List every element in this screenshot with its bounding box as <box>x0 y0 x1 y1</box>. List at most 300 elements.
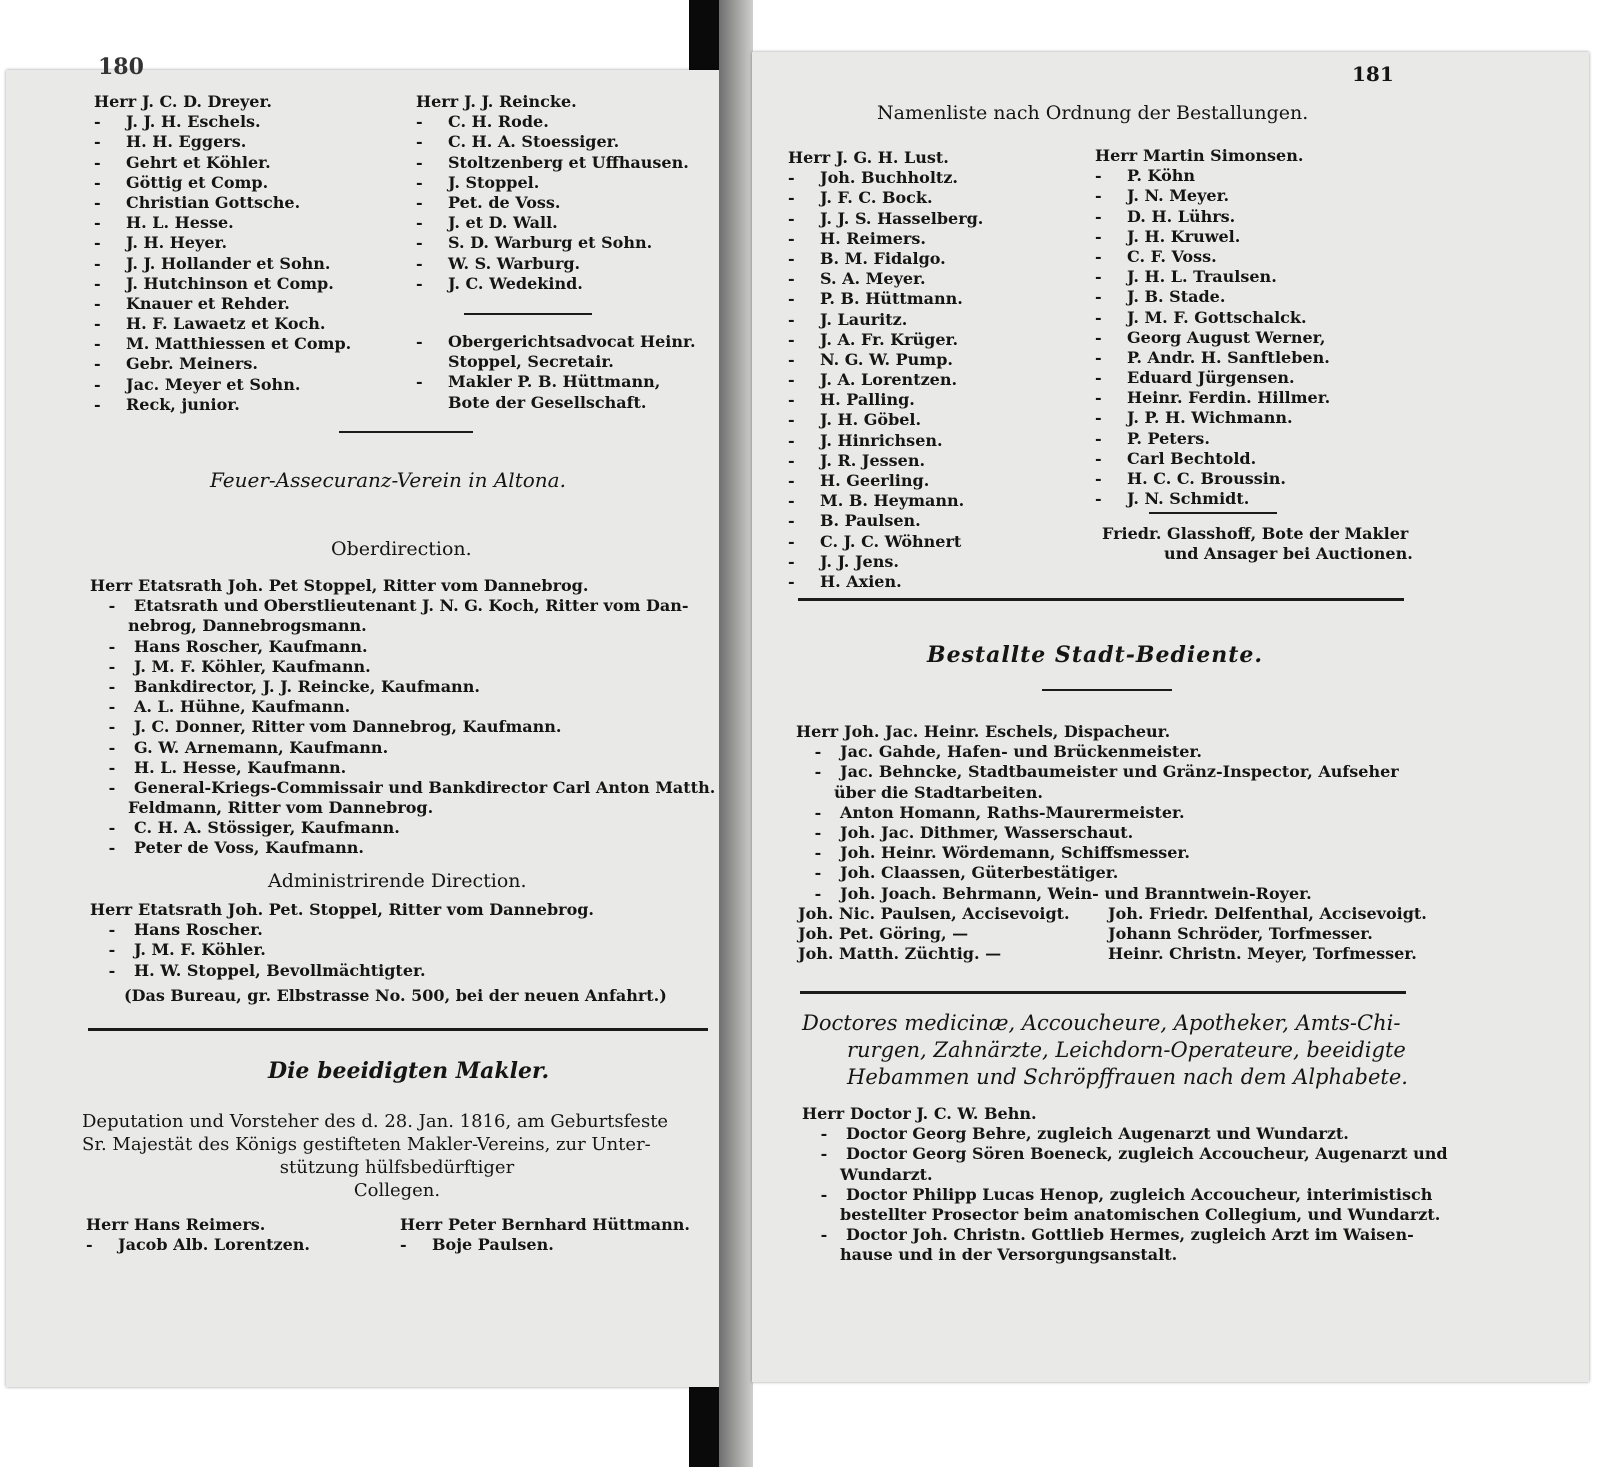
line-prefix: - <box>1095 206 1102 226</box>
line-text: J. et D. Wall. <box>448 213 558 233</box>
admin-title: Administrirende Direction. <box>268 870 527 892</box>
line-text: Gehrt et Köhler. <box>126 152 271 172</box>
list-line <box>796 863 1399 883</box>
stadt-subdivider <box>1042 689 1172 691</box>
line-prefix: - <box>416 213 423 233</box>
line-text: J. M. F. Köhler, Kaufmann. <box>134 656 371 676</box>
right-col1-list <box>788 148 983 592</box>
line-text: Bankdirector, J. J. Reincke, Kaufmann. <box>134 676 480 696</box>
list-line <box>788 451 983 471</box>
list-line <box>788 471 983 491</box>
list-line <box>1095 146 1330 166</box>
line-text: Heinr. Ferdin. Hillmer. <box>1127 388 1331 408</box>
list-line <box>802 1245 1448 1265</box>
line-text: Joh. Claassen, Güterbestätiger. <box>840 863 1119 883</box>
line-prefix: Herr <box>90 900 133 919</box>
line-text: Boje Paulsen. <box>432 1235 554 1255</box>
right-page-number: 181 <box>1352 62 1394 86</box>
list-line <box>788 330 983 350</box>
list-line <box>86 1215 310 1235</box>
bureau-note: (Das Bureau, gr. Elbstrasse No. 500, bei der neuen Anfahrt.) <box>124 986 667 1005</box>
line-prefix: - <box>788 228 795 248</box>
line-text: J. A. Lorentzen. <box>820 370 958 390</box>
stadt-divider <box>798 598 1404 601</box>
line-prefix: - <box>400 1235 407 1255</box>
list-line <box>788 168 983 188</box>
line-prefix: - <box>788 471 795 490</box>
stadt-pair-row <box>798 924 1427 944</box>
list-line <box>796 843 1399 863</box>
line-prefix: - <box>814 762 822 782</box>
list-line <box>400 1235 690 1255</box>
line-prefix: - <box>1095 166 1102 186</box>
line-prefix: - <box>814 883 822 903</box>
line-text: Joh. Buchholtz. <box>820 168 958 188</box>
line-prefix: - <box>108 818 116 838</box>
line-prefix: - <box>108 596 116 616</box>
list-line <box>90 920 594 940</box>
line-prefix: - <box>1095 287 1102 307</box>
line-text: Eduard Jürgensen. <box>1127 368 1295 388</box>
list-line <box>416 213 689 233</box>
line-prefix: - <box>416 253 423 273</box>
list-line <box>90 637 715 657</box>
list-line <box>788 511 983 531</box>
doctores-title-line-2: rurgen, Zahnärzte, Leichdorn-Operateure, beeidigte <box>847 1038 1406 1062</box>
line-text: J. J. S. Hasselberg. <box>820 208 984 228</box>
list-line <box>416 173 689 193</box>
line-text: J. F. C. Bock. <box>820 188 933 208</box>
makler-intro-line-2: Sr. Majestät des Königs gestifteten Makler-Vereins, zur Unter- <box>82 1134 651 1155</box>
line-text: Göttig et Comp. <box>126 172 269 192</box>
line-prefix: - <box>94 394 101 414</box>
line-text: Joh. Jac. Dithmer, Wasserschaut. <box>840 822 1134 842</box>
line-text: J. C. D. Dreyer. <box>142 92 272 111</box>
list-line <box>788 289 983 309</box>
makler-right-list <box>400 1215 690 1255</box>
line-prefix: - <box>788 309 795 329</box>
list-line <box>90 697 715 717</box>
list-line <box>416 352 696 372</box>
stadt-pair-right: Joh. Friedr. Delfenthal, Accisevoigt. <box>1108 904 1427 923</box>
line-text: P. Köhn <box>1127 166 1196 186</box>
line-text: Doctor Philipp Lucas Henop, zugleich Accoucheur, interimistisch <box>846 1184 1433 1204</box>
line-prefix: Herr <box>788 148 831 167</box>
list-line <box>94 294 351 314</box>
line-text: H. F. Lawaetz et Koch. <box>126 314 326 334</box>
line-text: P. Peters. <box>1127 428 1210 448</box>
line-text: Joh. Joach. Behrmann, Wein- und Branntwein-Royer. <box>840 883 1312 903</box>
line-text: J. J. Jens. <box>820 551 899 571</box>
list-line <box>94 354 351 374</box>
line-text: J. M. F. Gottschalck. <box>1127 307 1307 327</box>
line-prefix: - <box>108 697 116 717</box>
line-prefix: - <box>1095 388 1102 408</box>
line-prefix: - <box>1095 267 1102 287</box>
list-line <box>1095 449 1330 469</box>
list-line <box>90 778 715 798</box>
list-line <box>1095 166 1330 186</box>
list-line <box>416 274 689 294</box>
line-prefix: - <box>788 551 795 571</box>
line-text: H. Palling. <box>820 390 915 410</box>
line-prefix: - <box>1095 327 1102 347</box>
list-line <box>416 393 696 413</box>
line-text: S. D. Warburg et Sohn. <box>448 233 653 253</box>
line-prefix: - <box>788 491 795 511</box>
line-text: J. P. H. Wichmann. <box>1127 408 1293 428</box>
line-text: Peter Bernhard Hüttmann. <box>448 1215 690 1234</box>
stadt-pair-right: Johann Schröder, Torfmesser. <box>1108 924 1373 944</box>
line-prefix: - <box>1095 307 1102 327</box>
line-text: Georg August Werner, <box>1127 327 1326 347</box>
line-text: Joh. Heinr. Wördemann, Schiffsmesser. <box>840 843 1190 863</box>
list-line <box>788 572 983 592</box>
line-prefix: - <box>416 132 423 152</box>
list-line <box>90 961 594 981</box>
feuer-title: Feuer-Assecuranz-Verein in Altona. <box>210 468 566 492</box>
list-line <box>796 884 1399 904</box>
line-text: Knauer et Rehder. <box>126 293 290 313</box>
doctores-title <box>802 1010 1412 1091</box>
list-line <box>94 395 351 415</box>
list-line <box>90 940 594 960</box>
line-prefix: - <box>1095 226 1102 246</box>
doctores-divider <box>800 991 1406 994</box>
line-prefix: Herr <box>94 92 137 111</box>
list-line <box>796 783 1399 803</box>
line-text: J. M. F. Köhler. <box>134 940 266 960</box>
makler-intro-line-1: Deputation und Vorsteher des d. 28. Jan. 1816, am Geburtsfeste <box>82 1111 669 1132</box>
line-text: J. H. L. Traulsen. <box>1127 267 1277 287</box>
line-text: Doctor Georg Behre, zugleich Augenarzt und Wundarzt. <box>846 1124 1349 1144</box>
list-line <box>416 233 689 253</box>
line-text: H. W. Stoppel, Bevollmächtigter. <box>134 960 426 980</box>
line-prefix: - <box>788 450 795 470</box>
list-line <box>90 657 715 677</box>
col2-divider <box>464 313 592 315</box>
oberdirection-list <box>90 576 715 859</box>
list-line <box>90 900 594 920</box>
line-text: Jacob Alb. Lorentzen. <box>118 1235 310 1255</box>
line-prefix: - <box>1095 408 1102 428</box>
line-prefix: Herr <box>400 1215 443 1234</box>
line-prefix: - <box>788 430 795 450</box>
line-text: J. N. Schmidt. <box>1127 489 1250 509</box>
line-text: M. B. Heymann. <box>820 491 965 511</box>
list-line <box>1095 368 1330 388</box>
line-prefix: - <box>108 940 116 960</box>
list-line <box>1095 247 1330 267</box>
list-line <box>788 350 983 370</box>
admin-list <box>90 900 594 981</box>
line-text: W. S. Warburg. <box>448 253 581 273</box>
line-prefix: - <box>814 742 822 762</box>
line-prefix: - <box>94 253 101 273</box>
makler-left-list <box>86 1215 310 1255</box>
line-prefix: Herr <box>90 576 133 595</box>
line-prefix: - <box>416 372 423 392</box>
list-line <box>94 213 351 233</box>
line-prefix: - <box>108 960 116 980</box>
line-text: Christian Gottsche. <box>126 192 301 212</box>
line-prefix: Herr <box>416 92 459 111</box>
list-line <box>796 742 1399 762</box>
list-line <box>416 193 689 213</box>
line-text: Jac. Behncke, Stadtbaumeister und Gränz-Inspector, Aufseher <box>840 762 1399 782</box>
line-prefix: - <box>416 172 423 192</box>
line-text: Jac. Gahde, Hafen- und Brückenmeister. <box>840 742 1202 762</box>
list-line <box>788 370 983 390</box>
line-text: Hans Reimers. <box>134 1215 266 1234</box>
list-line <box>788 148 983 168</box>
line-text: H. Axien. <box>820 571 902 591</box>
line-text: C. H. Rode. <box>448 112 549 132</box>
line-text: B. Paulsen. <box>820 511 921 531</box>
list-line <box>1095 308 1330 328</box>
line-text: J. B. Stade. <box>1127 287 1226 307</box>
line-text: Pet. de Voss. <box>448 192 561 212</box>
doctores-title-line-3: Hebammen und Schröpffrauen nach dem Alphabete. <box>847 1065 1408 1089</box>
list-line <box>94 92 351 112</box>
list-line <box>788 390 983 410</box>
list-line <box>788 532 983 552</box>
line-text: G. W. Arnemann, Kaufmann. <box>134 737 389 757</box>
line-prefix: - <box>820 1225 828 1245</box>
list-line <box>802 1124 1448 1144</box>
stadt-pair-row <box>798 944 1427 964</box>
line-prefix: - <box>788 571 795 591</box>
line-text: Carl Bechtold. <box>1127 448 1257 468</box>
list-line <box>416 254 689 274</box>
list-line <box>94 173 351 193</box>
list-line <box>796 803 1399 823</box>
line-text: C. H. A. Stössiger, Kaufmann. <box>134 818 400 838</box>
feuer-divider <box>339 431 473 433</box>
line-prefix: Herr <box>802 1104 845 1123</box>
right-page <box>752 52 1589 1382</box>
line-text: N. G. W. Pump. <box>820 349 953 369</box>
line-prefix: - <box>788 248 795 268</box>
line-text: Etatsrath Joh. Pet. Stoppel, Ritter vom Dannebrog. <box>138 900 594 919</box>
list-line <box>90 798 715 818</box>
line-text: J. H. Heyer. <box>126 233 228 253</box>
line-prefix: - <box>416 273 423 293</box>
line-prefix: - <box>788 370 795 390</box>
list-line <box>90 818 715 838</box>
list-line <box>94 375 351 395</box>
line-prefix: Herr <box>1095 146 1138 165</box>
line-prefix: - <box>788 511 795 531</box>
stadt-pair-left: Joh. Pet. Göring, — <box>798 924 969 944</box>
line-text: Wundarzt. <box>840 1164 933 1184</box>
list-line <box>796 823 1399 843</box>
line-prefix: - <box>1095 246 1102 266</box>
list-line <box>400 1215 690 1235</box>
list-line <box>802 1225 1448 1245</box>
line-prefix: - <box>814 843 822 863</box>
line-prefix: - <box>416 112 423 132</box>
line-prefix: - <box>108 636 116 656</box>
line-text: J. A. Fr. Krüger. <box>820 329 959 349</box>
line-text: General-Kriegs-Commissair und Bankdirector Carl Anton Matth. <box>134 777 716 797</box>
list-line <box>94 334 351 354</box>
line-text: H. L. Hesse, Kaufmann. <box>134 757 347 777</box>
line-text: Stoppel, Secretair. <box>448 352 614 372</box>
line-prefix: - <box>1095 448 1102 468</box>
list-line <box>1095 408 1330 428</box>
line-text: J. C. Donner, Ritter vom Dannebrog, Kaufmann. <box>134 717 562 737</box>
doctores-list <box>802 1104 1448 1266</box>
line-text: bestellter Prosector beim anatomischen Collegium, und Wundarzt. <box>840 1204 1441 1224</box>
list-line <box>788 249 983 269</box>
list-line <box>788 410 983 430</box>
left-col1-list <box>94 92 351 415</box>
line-prefix: - <box>94 112 101 132</box>
list-line <box>796 762 1399 782</box>
line-prefix: Herr <box>796 722 839 741</box>
doctores-title-line-1: Doctores medicinæ, Accoucheure, Apotheker, Amts-Chi- <box>802 1011 1401 1035</box>
list-line <box>90 838 715 858</box>
line-text: M. Matthiessen et Comp. <box>126 334 352 354</box>
list-line <box>1095 328 1330 348</box>
left-page <box>6 54 751 1387</box>
line-prefix: - <box>108 777 116 797</box>
list-line <box>1095 207 1330 227</box>
line-prefix: - <box>788 269 795 289</box>
list-line <box>1095 489 1330 509</box>
line-prefix: - <box>1095 368 1102 388</box>
line-text: H. C. C. Broussin. <box>1127 469 1286 488</box>
line-text: P. B. Hüttmann. <box>820 289 963 309</box>
list-line <box>802 1165 1448 1185</box>
list-line <box>416 92 689 112</box>
line-text: Hans Roscher. <box>134 920 263 940</box>
list-line <box>90 758 715 778</box>
line-prefix: - <box>820 1184 828 1204</box>
line-prefix: - <box>788 410 795 430</box>
list-line <box>94 132 351 152</box>
line-text: J. Hinrichsen. <box>820 430 943 450</box>
line-prefix: - <box>788 390 795 410</box>
line-text: J. H. Kruwel. <box>1127 226 1241 246</box>
line-prefix: - <box>416 233 423 253</box>
list-line <box>416 372 696 392</box>
line-text: J. J. Hollander et Sohn. <box>126 253 331 273</box>
line-text: Jac. Meyer et Sohn. <box>126 374 301 394</box>
list-line <box>90 677 715 697</box>
line-text: nebrog, Dannebrogsmann. <box>128 616 367 636</box>
line-prefix: - <box>788 289 795 309</box>
glasshoff-line-1: Friedr. Glasshoff, Bote der Makler <box>1102 524 1409 543</box>
line-prefix: - <box>1095 469 1102 488</box>
line-prefix: - <box>94 374 101 394</box>
line-prefix: - <box>788 188 795 208</box>
line-text: J. Hutchinson et Comp. <box>126 273 334 293</box>
line-prefix: - <box>108 717 116 737</box>
stadt-list <box>796 722 1399 904</box>
line-prefix: - <box>1095 347 1102 367</box>
line-prefix: - <box>1095 186 1102 206</box>
line-text: J. R. Jessen. <box>820 450 926 470</box>
line-prefix: - <box>820 1124 828 1144</box>
line-prefix: - <box>108 838 116 858</box>
line-prefix: - <box>86 1235 93 1255</box>
line-prefix: - <box>814 802 822 822</box>
line-prefix: - <box>94 293 101 313</box>
line-text: Makler P. B. Hüttmann, <box>448 372 661 392</box>
line-prefix: - <box>788 168 795 188</box>
line-text: J. N. Meyer. <box>1127 186 1230 206</box>
line-text: Feldmann, Ritter vom Dannebrog. <box>128 798 434 818</box>
left-col2-extra <box>416 332 696 413</box>
line-text: C. F. Voss. <box>1127 246 1217 266</box>
line-prefix: - <box>94 213 101 233</box>
list-line <box>94 254 351 274</box>
line-prefix: - <box>416 332 423 351</box>
line-text: J. C. Wedekind. <box>448 273 583 293</box>
list-line <box>90 576 715 596</box>
makler-title: Die beeidigten Makler. <box>268 1058 550 1084</box>
left-col2-list <box>416 92 689 294</box>
list-line <box>788 491 983 511</box>
line-text: J. J. H. Eschels. <box>126 112 261 132</box>
line-text: Reck, junior. <box>126 394 240 414</box>
line-prefix: - <box>94 172 101 192</box>
line-text: J. Stoppel. <box>448 172 540 192</box>
line-text: Anton Homann, Raths-Maurermeister. <box>840 802 1185 822</box>
line-text: J. G. H. Lust. <box>836 148 949 167</box>
line-text: H. Geerling. <box>820 471 930 490</box>
line-text: C. H. A. Stoessiger. <box>448 132 620 152</box>
list-line <box>86 1235 310 1255</box>
line-text: Gebr. Meiners. <box>126 354 258 374</box>
stadt-pair-left: Joh. Matth. Züchtig. — <box>798 944 1002 964</box>
line-text: J. Lauritz. <box>820 309 908 329</box>
list-line <box>802 1185 1448 1205</box>
gutter-shadow <box>719 0 753 1467</box>
line-prefix: - <box>94 192 101 212</box>
glasshoff-line-2: und Ansager bei Auctionen. <box>1164 544 1413 563</box>
list-line <box>802 1104 1448 1124</box>
list-line <box>1095 227 1330 247</box>
list-line <box>416 332 696 352</box>
line-prefix: - <box>94 132 101 152</box>
line-prefix: - <box>416 192 423 212</box>
line-prefix: - <box>788 531 795 551</box>
list-line <box>416 132 689 152</box>
line-text: hause und in der Versorgungsanstalt. <box>840 1245 1178 1265</box>
namenliste-title: Namenliste nach Ordnung der Bestallungen. <box>877 102 1309 124</box>
right-col2-divider <box>1149 512 1277 514</box>
line-prefix: Herr <box>86 1215 129 1234</box>
line-text: Stoltzenberg et Uffhausen. <box>448 152 689 172</box>
line-text: Joh. Jac. Heinr. Eschels, Dispacheur. <box>844 722 1171 741</box>
makler-intro <box>82 1110 712 1202</box>
list-line <box>796 722 1399 742</box>
line-prefix: - <box>94 314 101 334</box>
list-line <box>788 552 983 572</box>
list-line <box>94 314 351 334</box>
line-text: H. Reimers. <box>820 228 926 248</box>
list-line <box>1095 388 1330 408</box>
line-prefix: - <box>416 152 423 172</box>
list-line <box>788 310 983 330</box>
line-text: J. H. Göbel. <box>820 410 922 430</box>
list-line <box>788 269 983 289</box>
list-line <box>1095 186 1330 206</box>
line-text: Bote der Gesellschaft. <box>448 392 647 412</box>
